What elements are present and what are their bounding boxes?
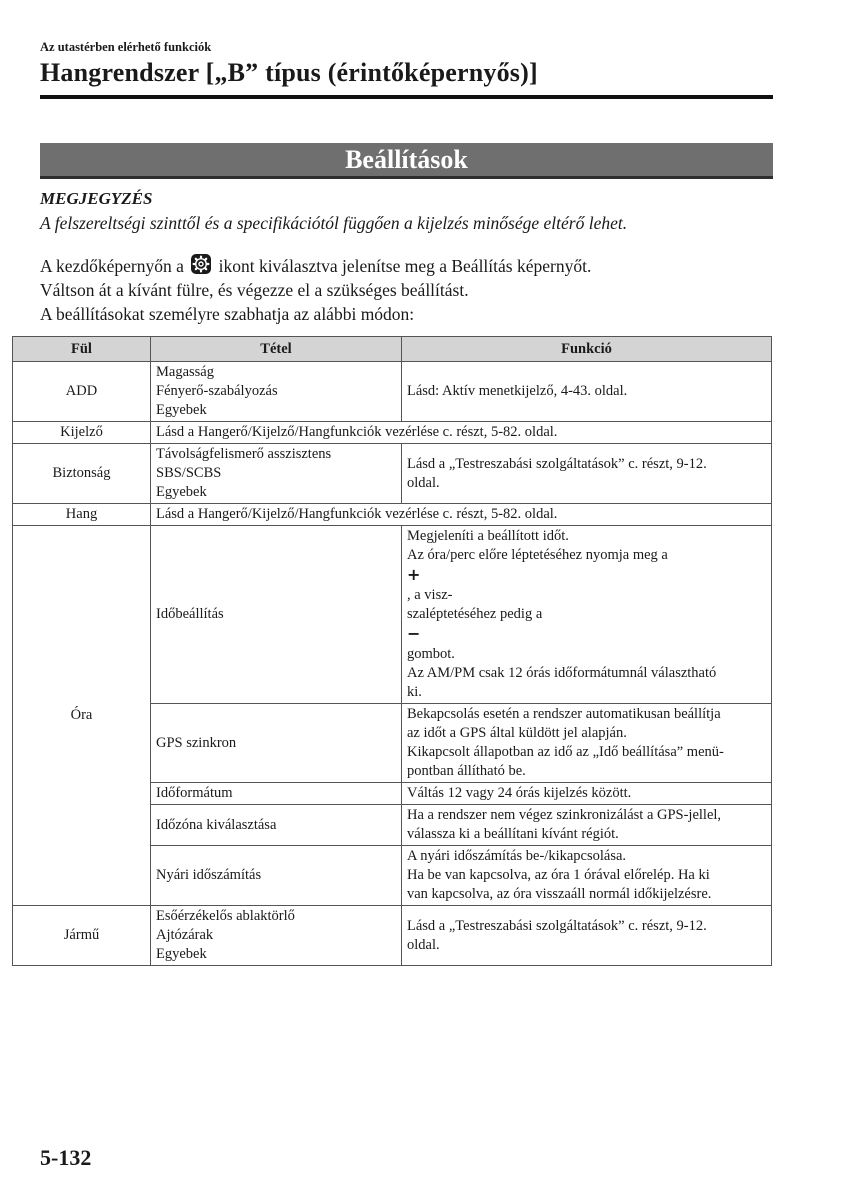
function-cell	[402, 846, 772, 906]
item-line: Esőérzékelős ablaktörlő	[156, 908, 295, 924]
settings-banner: Beállítások	[40, 143, 773, 179]
item-line: Távolságfelismerő asszisztens	[156, 446, 332, 462]
function-line: oldal.	[407, 474, 440, 491]
item-cell: GPS szinkron	[151, 704, 402, 783]
item-line: Egyebek	[156, 946, 207, 962]
intro-text	[40, 253, 591, 326]
table-row	[13, 362, 772, 422]
intro-line-3: A beállításokat személyre szabhatja az alábbi módon:	[40, 304, 415, 324]
function-line: Lásd a „Testreszabási szolgáltatások” c. részt, 9-12.	[407, 917, 707, 934]
function-line: Ha a rendszer nem végez szinkronizálást a GPS-jellel,	[407, 807, 722, 823]
table-row	[13, 504, 772, 526]
settings-table	[12, 336, 772, 966]
tab-cell: Óra	[13, 526, 151, 906]
function-cell	[402, 526, 772, 704]
item-line: Magasság	[156, 364, 214, 380]
tab-cell: Kijelző	[13, 422, 151, 444]
item-cell: Időzóna kiválasztása	[151, 805, 402, 846]
item-cell: Nyári időszámítás	[151, 846, 402, 906]
function-line: Bekapcsolás esetén a rendszer automatikusan beállítja	[407, 706, 721, 722]
minus-icon: −	[407, 624, 421, 643]
function-line: Az AM/PM csak 12 órás időformátumnál választható	[407, 665, 717, 681]
page-number: 5-132	[40, 1145, 92, 1170]
function-line: válassza ki a beállítani kívánt régiót.	[407, 826, 619, 842]
function-line: oldal.	[407, 936, 440, 953]
function-line: A nyári időszámítás be-/kikapcsolása.	[407, 848, 627, 864]
function-cell: Lásd: Aktív menetkijelző, 4-43. oldal.	[402, 362, 772, 422]
table-header-row	[13, 337, 772, 362]
item-line: Fényerő-szabályozás	[156, 383, 278, 399]
function-text: gombot.	[407, 646, 455, 662]
function-cell	[402, 444, 772, 504]
item-cell	[151, 444, 402, 504]
table-row	[13, 526, 772, 704]
function-text: , a visz-	[407, 587, 453, 603]
table-row	[13, 444, 772, 504]
item-cell	[151, 906, 402, 966]
item-cell	[151, 362, 402, 422]
function-line: az időt a GPS által küldött jel alapján.	[407, 725, 627, 741]
plus-icon: +	[407, 565, 421, 584]
title-divider	[40, 95, 773, 99]
intro-line-2: Váltson át a kívánt fülre, és végezze el a szükséges beállítást.	[40, 280, 469, 300]
function-line: ki.	[407, 684, 422, 700]
function-line	[407, 605, 766, 664]
column-header-item: Tétel	[151, 337, 402, 362]
tab-cell: Hang	[13, 504, 151, 526]
item-cell: Időformátum	[151, 783, 402, 805]
function-cell: Váltás 12 vagy 24 órás kijelzés között.	[402, 783, 772, 805]
item-line: Egyebek	[156, 402, 207, 418]
tab-cell: Biztonság	[13, 444, 151, 504]
reference-cell: Lásd a Hangerő/Kijelző/Hangfunkciók vezérlése c. részt, 5-82. oldal.	[151, 422, 772, 444]
column-header-function: Funkció	[402, 337, 772, 362]
function-cell	[402, 704, 772, 783]
function-text: szaléptetéséhez pedig a	[407, 606, 543, 622]
function-line: Kikapcsolt állapotban az idő az „Idő beállítása” menü-	[407, 744, 724, 760]
function-line: Lásd a „Testreszabási szolgáltatások” c. részt, 9-12.	[407, 455, 707, 472]
function-cell	[402, 805, 772, 846]
section-heading: Az utastérben elérhető funkciók	[40, 40, 212, 54]
function-line: pontban állítható be.	[407, 763, 526, 779]
note-text: A felszereltségi szinttől és a specifikációtól függően a kijelzés minősége eltérő lehet.	[40, 213, 628, 233]
intro-line-1	[40, 253, 591, 278]
item-line: Ajtózárak	[156, 927, 214, 943]
intro-line-1-after: ikont kiválasztva jelenítse meg a Beállítás képernyőt.	[218, 256, 592, 276]
item-cell: Időbeállítás	[151, 526, 402, 704]
function-line	[407, 546, 766, 605]
note-title: MEGJEGYZÉS	[40, 189, 153, 208]
settings-gear-icon	[190, 253, 212, 275]
function-line: van kapcsolva, az óra visszaáll normál időkijelzésre.	[407, 886, 712, 902]
reference-cell: Lásd a Hangerő/Kijelző/Hangfunkciók vezérlése c. részt, 5-82. oldal.	[151, 504, 772, 526]
column-header-tab: Fül	[13, 337, 151, 362]
table-row	[13, 422, 772, 444]
item-line: Egyebek	[156, 484, 207, 500]
function-line: Ha be van kapcsolva, az óra 1 órával előrelép. Ha ki	[407, 867, 710, 883]
item-line: SBS/SCBS	[156, 465, 222, 481]
tab-cell: Jármű	[13, 906, 151, 966]
function-text: Az óra/perc előre léptetéséhez nyomja meg a	[407, 547, 668, 563]
intro-line-1-before: A kezdőképernyőn a	[40, 256, 184, 276]
page-title: Hangrendszer [„B” típus (érintőképernyős)]	[40, 58, 538, 87]
function-line: Megjeleníti a beállított időt.	[407, 528, 569, 544]
table-row	[13, 906, 772, 966]
function-cell	[402, 906, 772, 966]
tab-cell: ADD	[13, 362, 151, 422]
